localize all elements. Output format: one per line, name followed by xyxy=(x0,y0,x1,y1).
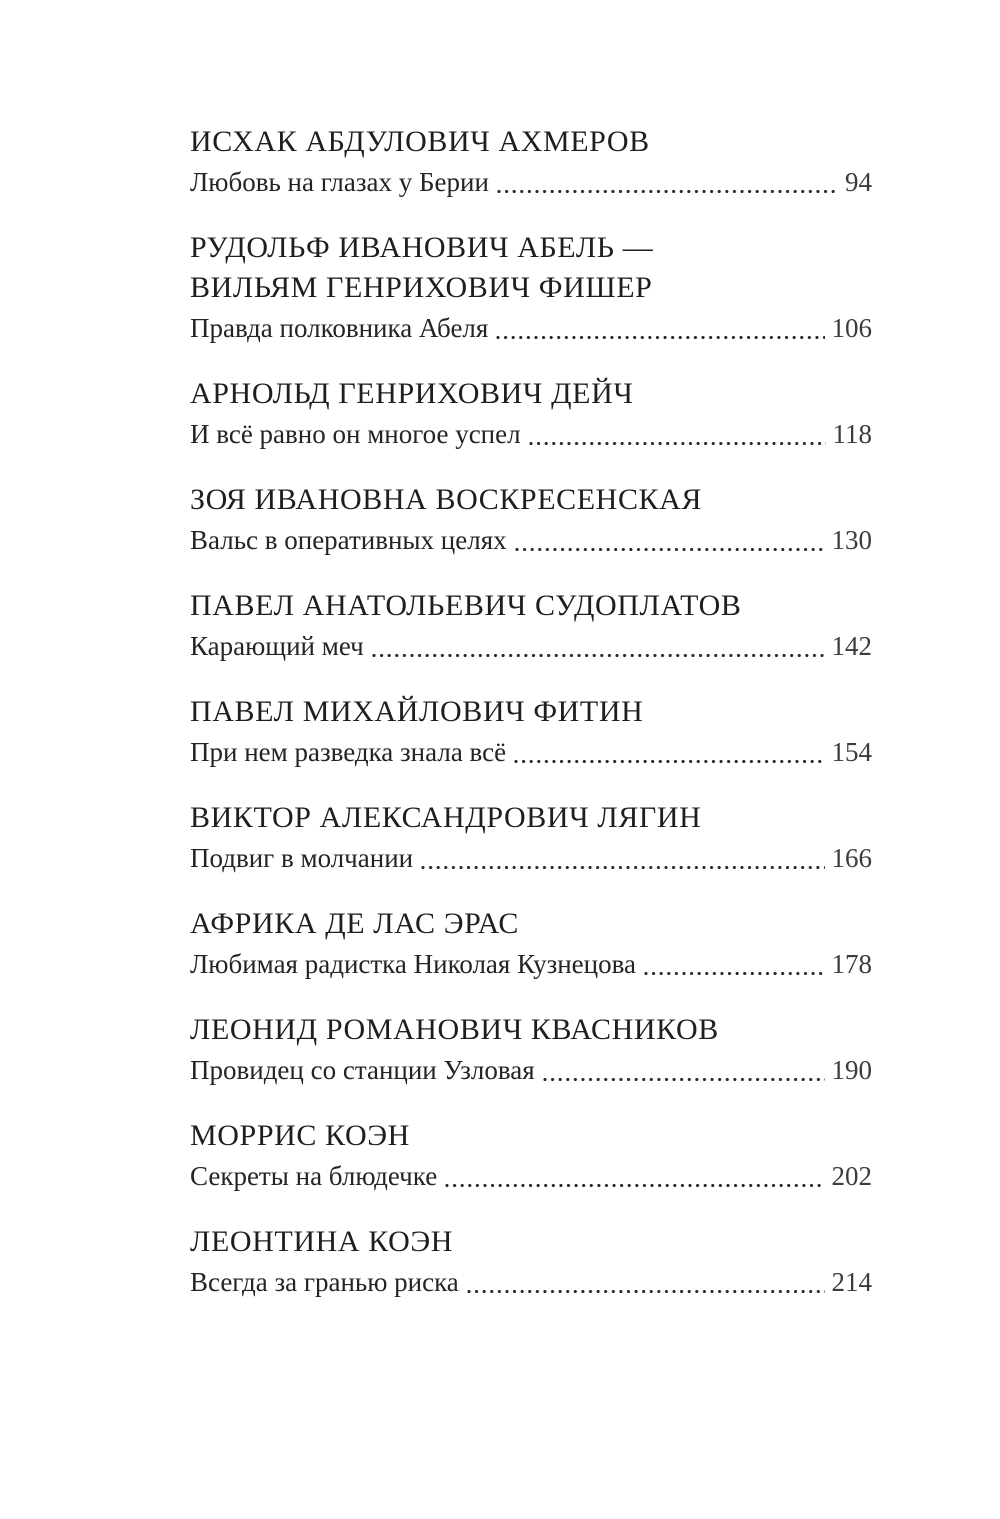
toc-entry-name-line: АРНОЛЬД ГЕНРИХОВИЧ ДЕЙЧ xyxy=(190,377,634,410)
toc-entry-subtitle-row xyxy=(190,626,872,666)
toc-entry-subtitle-row xyxy=(190,308,872,348)
toc-entry xyxy=(190,692,872,772)
dot-leader xyxy=(644,971,825,976)
dot-leader xyxy=(467,1289,825,1294)
toc-entry-name-line: МОРРИС КОЭН xyxy=(190,1119,410,1152)
toc-entry-name-line: ЛЕОНТИНА КОЭН xyxy=(190,1225,454,1258)
toc-entry-name-line: ЗОЯ ИВАНОВНА ВОСКРЕСЕНСКАЯ xyxy=(190,483,703,516)
toc-entry-page-number: 178 xyxy=(831,949,872,979)
toc-entry xyxy=(190,586,872,666)
toc-entry-page-number: 214 xyxy=(831,1267,872,1297)
toc-entry-subtitle-row xyxy=(190,732,872,772)
dot-leader xyxy=(543,1077,825,1082)
toc-entry-subtitle: Подвиг в молчании xyxy=(190,843,414,873)
toc-entry xyxy=(190,480,872,560)
toc-entry-subtitle: Правда полковника Абеля xyxy=(190,313,489,343)
toc-entry-subtitle-row xyxy=(190,1050,872,1090)
dot-leader xyxy=(421,865,824,870)
dot-leader xyxy=(515,547,825,552)
toc-entry-subtitle: Провидец со станции Узловая xyxy=(190,1055,535,1085)
toc-entry-page-number: 202 xyxy=(831,1161,872,1191)
toc-entry-name xyxy=(190,228,872,308)
toc-entry-subtitle: Любимая радистка Николая Кузнецова xyxy=(190,949,636,979)
toc-entry-name-line: ПАВЕЛ МИХАЙЛОВИЧ ФИТИН xyxy=(190,695,644,728)
toc-entry-page-number: 118 xyxy=(832,419,872,449)
dot-leader xyxy=(445,1183,824,1188)
toc-entry-subtitle: И всё равно он многое успел xyxy=(190,419,521,449)
toc-entry-name-line: ИСХАК АБДУЛОВИЧ АХМЕРОВ xyxy=(190,125,650,158)
toc-entry-subtitle-row xyxy=(190,1262,872,1302)
toc-entry-name xyxy=(190,374,872,414)
toc-entry-subtitle: Любовь на глазах у Берии xyxy=(190,167,489,197)
dot-leader xyxy=(529,441,826,446)
toc-entry xyxy=(190,904,872,984)
toc-entry xyxy=(190,122,872,202)
toc-entry xyxy=(190,1116,872,1196)
toc-entry-name-line: ЛЕОНИД РОМАНОВИЧ КВАСНИКОВ xyxy=(190,1013,719,1046)
dot-leader xyxy=(514,759,824,764)
toc-entry xyxy=(190,798,872,878)
toc-entry-subtitle-row xyxy=(190,520,872,560)
toc-entry xyxy=(190,228,872,348)
toc-entry-subtitle-row xyxy=(190,414,872,454)
toc-entry-name xyxy=(190,122,872,162)
dot-leader xyxy=(496,335,824,340)
toc-entry xyxy=(190,1010,872,1090)
toc-entry-name-line: ВИКТОР АЛЕКСАНДРОВИЧ ЛЯГИН xyxy=(190,801,702,834)
toc-entry-name-line: РУДОЛЬФ ИВАНОВИЧ АБЕЛЬ — xyxy=(190,231,654,264)
toc-entry-page-number: 106 xyxy=(831,313,872,343)
toc-entry-name xyxy=(190,480,872,520)
toc-entry-page-number: 190 xyxy=(831,1055,872,1085)
toc-entry-subtitle: При нем разведка знала всё xyxy=(190,737,507,767)
toc-entry-page-number: 142 xyxy=(831,631,872,661)
toc-entry-name-line: ПАВЕЛ АНАТОЛЬЕВИЧ СУДОПЛАТОВ xyxy=(190,589,742,622)
toc-entry-subtitle: Карающий меч xyxy=(190,631,364,661)
toc-entry-name xyxy=(190,586,872,626)
toc-entry-subtitle-row xyxy=(190,838,872,878)
toc-entry-name xyxy=(190,1010,872,1050)
toc-entry xyxy=(190,1222,872,1302)
toc-entry-subtitle-row xyxy=(190,162,872,202)
toc-entry-name xyxy=(190,798,872,838)
toc-entry-name xyxy=(190,904,872,944)
toc-entry-subtitle: Вальс в оперативных целях xyxy=(190,525,507,555)
toc-entry-page-number: 166 xyxy=(831,843,872,873)
toc-entry-subtitle: Всегда за гранью риска xyxy=(190,1267,459,1297)
toc-entry-name xyxy=(190,1116,872,1156)
toc-entry-name-line: ВИЛЬЯМ ГЕНРИХОВИЧ ФИШЕР xyxy=(190,271,653,304)
toc-entry-page-number: 94 xyxy=(845,167,872,197)
toc-entry-page-number: 130 xyxy=(831,525,872,555)
toc-entry-name-line: АФРИКА ДЕ ЛАС ЭРАС xyxy=(190,907,519,940)
toc-entry-name xyxy=(190,692,872,732)
dot-leader xyxy=(497,189,838,194)
toc-entry-subtitle: Секреты на блюдечке xyxy=(190,1161,438,1191)
toc-entry-subtitle-row xyxy=(190,1156,872,1196)
toc-list xyxy=(190,122,872,1302)
toc-entry-page-number: 154 xyxy=(831,737,872,767)
toc-entry xyxy=(190,374,872,454)
toc-entry-name xyxy=(190,1222,872,1262)
toc-entry-subtitle-row xyxy=(190,944,872,984)
dot-leader xyxy=(372,653,825,658)
